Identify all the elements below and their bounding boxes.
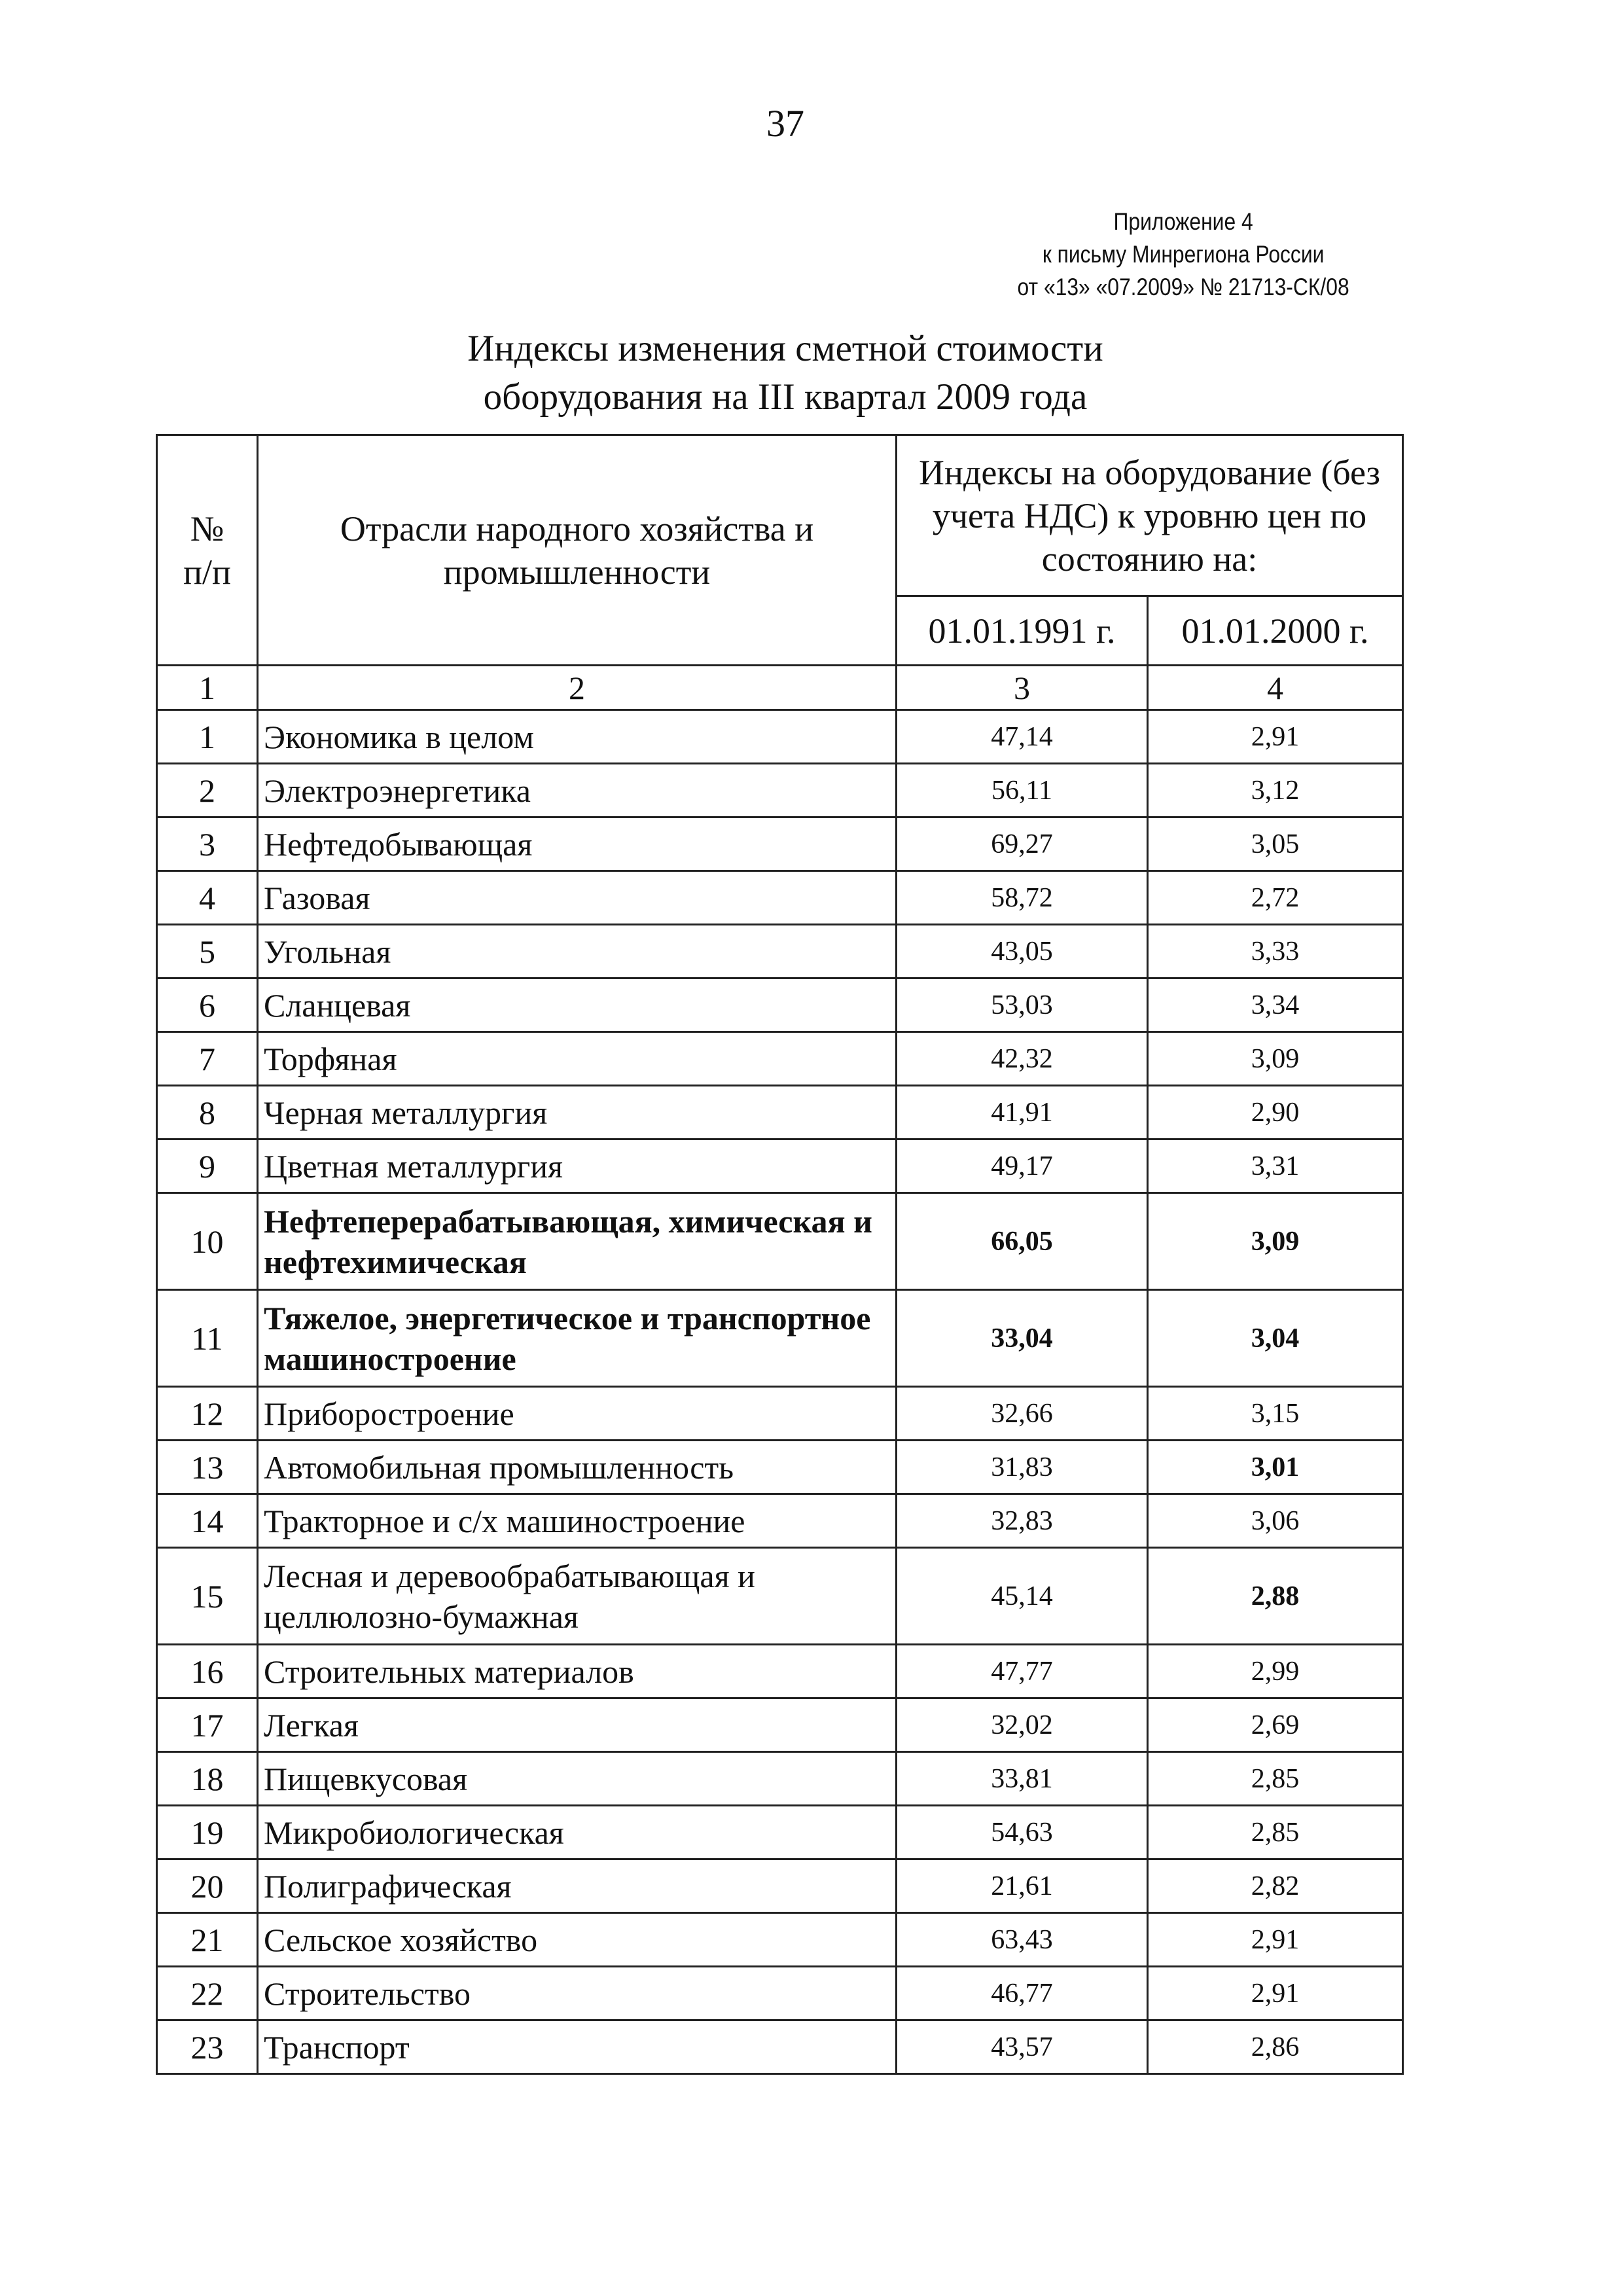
table-row (157, 1967, 1403, 2020)
row-index-1991: 54,63 (897, 1806, 1148, 1859)
table-row (157, 817, 1403, 871)
document-title (0, 325, 1571, 422)
table-row (157, 1290, 1403, 1387)
row-number: 10 (157, 1193, 258, 1290)
table-row (157, 1698, 1403, 1752)
column-number: 4 (1148, 666, 1403, 710)
row-number: 3 (157, 817, 258, 871)
header-sector: Отрасли народного хозяйства и промышленности (258, 435, 897, 666)
row-index-1991: 42,32 (897, 1032, 1148, 1086)
row-index-2000: 2,72 (1148, 871, 1403, 925)
column-number-row (157, 666, 1403, 710)
row-sector-name: Легкая (258, 1698, 897, 1752)
table-row (157, 1086, 1403, 1139)
row-sector-name: Приборостроение (258, 1387, 897, 1441)
table-row (157, 1139, 1403, 1193)
table-row (157, 1193, 1403, 1290)
row-number: 1 (157, 710, 258, 764)
row-index-1991: 56,11 (897, 764, 1148, 817)
row-sector-name: Тяжелое, энергетическое и транспортное машиностроение (258, 1290, 897, 1387)
row-number: 15 (157, 1548, 258, 1645)
row-sector-name: Экономика в целом (258, 710, 897, 764)
table-row (157, 1645, 1403, 1698)
row-sector-name: Цветная металлургия (258, 1139, 897, 1193)
table-row (157, 925, 1403, 978)
row-index-1991: 45,14 (897, 1548, 1148, 1645)
row-number: 20 (157, 1859, 258, 1913)
column-number: 3 (897, 666, 1148, 710)
row-sector-name: Электроэнергетика (258, 764, 897, 817)
table-row (157, 2020, 1403, 2074)
row-index-1991: 58,72 (897, 871, 1148, 925)
table-row (157, 1548, 1403, 1645)
row-sector-name: Черная металлургия (258, 1086, 897, 1139)
row-number: 17 (157, 1698, 258, 1752)
row-index-2000: 2,91 (1148, 1913, 1403, 1967)
row-sector-name: Сланцевая (258, 978, 897, 1032)
table-row (157, 1859, 1403, 1913)
row-number: 9 (157, 1139, 258, 1193)
row-index-2000: 3,34 (1148, 978, 1403, 1032)
row-index-2000: 2,90 (1148, 1086, 1403, 1139)
header-num: № п/п (157, 435, 258, 666)
row-index-1991: 32,66 (897, 1387, 1148, 1441)
title-line: оборудования на III квартал 2009 года (483, 376, 1088, 418)
table-row (157, 710, 1403, 764)
appendix-line: Приложение 4 (1113, 208, 1254, 235)
row-index-2000: 3,09 (1148, 1032, 1403, 1086)
row-index-1991: 53,03 (897, 978, 1148, 1032)
header-indices: Индексы на оборудование (без учета НДС) к уровню цен по состоянию на: (897, 435, 1403, 596)
row-sector-name: Строительных материалов (258, 1645, 897, 1698)
table-row (157, 764, 1403, 817)
row-index-2000: 3,06 (1148, 1494, 1403, 1548)
row-number: 5 (157, 925, 258, 978)
row-number: 16 (157, 1645, 258, 1698)
row-index-1991: 69,27 (897, 817, 1148, 871)
table-row (157, 978, 1403, 1032)
appendix-reference (1018, 206, 1349, 304)
row-index-1991: 46,77 (897, 1967, 1148, 2020)
appendix-line: от «13» «07.2009» № 21713-СК/08 (1017, 274, 1349, 300)
row-index-1991: 47,14 (897, 710, 1148, 764)
row-sector-name: Лесная и деревообрабатывающая и целлюлозно-бумажная (258, 1548, 897, 1645)
row-sector-name: Торфяная (258, 1032, 897, 1086)
index-table (156, 434, 1404, 2075)
row-number: 23 (157, 2020, 258, 2074)
page-number: 37 (766, 102, 804, 145)
row-index-2000: 2,69 (1148, 1698, 1403, 1752)
row-index-2000: 2,99 (1148, 1645, 1403, 1698)
title-line: Индексы изменения сметной стоимости (467, 328, 1103, 369)
table-row (157, 1032, 1403, 1086)
appendix-line: к письму Минрегиона России (1043, 241, 1325, 268)
row-number: 21 (157, 1913, 258, 1967)
row-index-2000: 2,88 (1148, 1548, 1403, 1645)
row-sector-name: Автомобильная промышленность (258, 1441, 897, 1494)
row-index-1991: 43,57 (897, 2020, 1148, 2074)
row-sector-name: Тракторное и с/х машиностроение (258, 1494, 897, 1548)
row-sector-name: Угольная (258, 925, 897, 978)
column-number: 1 (157, 666, 258, 710)
row-sector-name: Нефтедобывающая (258, 817, 897, 871)
row-index-2000: 2,86 (1148, 2020, 1403, 2074)
row-number: 6 (157, 978, 258, 1032)
row-index-1991: 33,04 (897, 1290, 1148, 1387)
row-index-2000: 3,31 (1148, 1139, 1403, 1193)
row-index-1991: 66,05 (897, 1193, 1148, 1290)
row-index-2000: 2,85 (1148, 1806, 1403, 1859)
row-number: 19 (157, 1806, 258, 1859)
row-number: 22 (157, 1967, 258, 2020)
header-date-1991: 01.01.1991 г. (897, 596, 1148, 666)
table-row (157, 1806, 1403, 1859)
row-number: 13 (157, 1441, 258, 1494)
row-index-2000: 3,33 (1148, 925, 1403, 978)
row-index-1991: 21,61 (897, 1859, 1148, 1913)
row-index-1991: 41,91 (897, 1086, 1148, 1139)
row-index-2000: 2,82 (1148, 1859, 1403, 1913)
column-number: 2 (258, 666, 897, 710)
row-sector-name: Микробиологическая (258, 1806, 897, 1859)
row-index-2000: 2,91 (1148, 710, 1403, 764)
row-sector-name: Транспорт (258, 2020, 897, 2074)
row-index-2000: 3,05 (1148, 817, 1403, 871)
row-index-2000: 3,09 (1148, 1193, 1403, 1290)
table-row (157, 1913, 1403, 1967)
row-sector-name: Пищевкусовая (258, 1752, 897, 1806)
row-sector-name: Газовая (258, 871, 897, 925)
row-index-1991: 43,05 (897, 925, 1148, 978)
row-number: 12 (157, 1387, 258, 1441)
table-row (157, 1441, 1403, 1494)
row-index-2000: 2,91 (1148, 1967, 1403, 2020)
row-sector-name: Полиграфическая (258, 1859, 897, 1913)
table-row (157, 1387, 1403, 1441)
row-number: 18 (157, 1752, 258, 1806)
row-index-2000: 3,12 (1148, 764, 1403, 817)
row-index-2000: 3,01 (1148, 1441, 1403, 1494)
table-row (157, 871, 1403, 925)
row-index-1991: 47,77 (897, 1645, 1148, 1698)
row-index-1991: 32,02 (897, 1698, 1148, 1752)
row-index-2000: 3,04 (1148, 1290, 1403, 1387)
row-sector-name: Нефтеперерабатывающая, химическая и нефтехимическая (258, 1193, 897, 1290)
table-row (157, 1494, 1403, 1548)
row-index-1991: 31,83 (897, 1441, 1148, 1494)
row-number: 8 (157, 1086, 258, 1139)
row-index-1991: 32,83 (897, 1494, 1148, 1548)
row-number: 2 (157, 764, 258, 817)
row-index-2000: 3,15 (1148, 1387, 1403, 1441)
row-index-2000: 2,85 (1148, 1752, 1403, 1806)
header-date-2000: 01.01.2000 г. (1148, 596, 1403, 666)
row-sector-name: Строительство (258, 1967, 897, 2020)
row-number: 4 (157, 871, 258, 925)
row-index-1991: 33,81 (897, 1752, 1148, 1806)
table-row (157, 1752, 1403, 1806)
row-sector-name: Сельское хозяйство (258, 1913, 897, 1967)
row-number: 7 (157, 1032, 258, 1086)
row-number: 11 (157, 1290, 258, 1387)
row-index-1991: 49,17 (897, 1139, 1148, 1193)
row-index-1991: 63,43 (897, 1913, 1148, 1967)
row-number: 14 (157, 1494, 258, 1548)
